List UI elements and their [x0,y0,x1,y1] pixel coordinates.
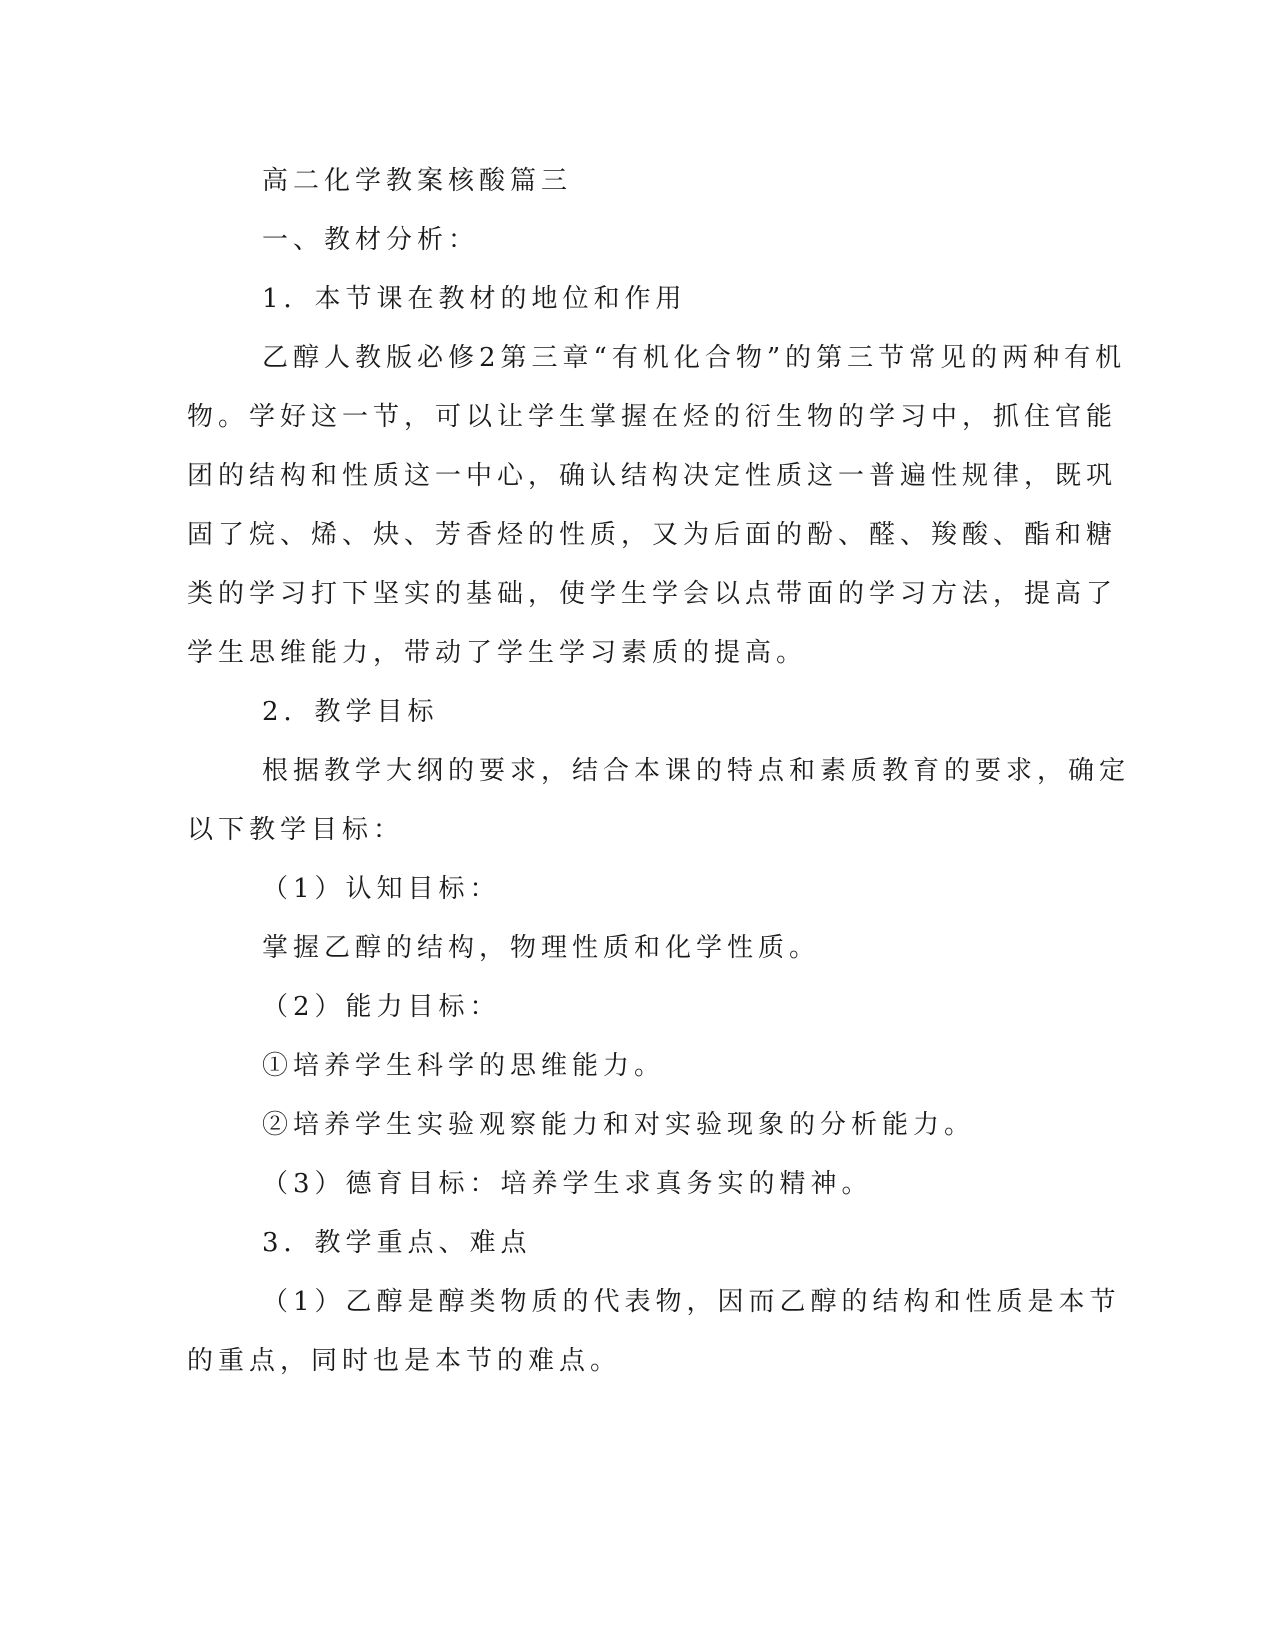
section-heading-1: 一、教材分析： [262,225,480,255]
item-heading-1: 1．本节课在教材的地位和作用 [262,284,687,314]
goal-item-2a: ①培养学生科学的思维能力。 [262,1051,666,1081]
paragraph-3-line-2: 的重点，同时也是本节的难点。 [187,1346,622,1376]
goal-heading-1: （1）认知目标： [262,874,501,904]
paragraph-1-line-6: 学生思维能力，带动了学生学习素质的提高。 [187,638,808,668]
paragraph-3-line-1: （1）乙醇是醇类物质的代表物，因而乙醇的结构和性质是本节 [262,1287,1121,1317]
goal-heading-2: （2）能力目标： [262,992,501,1022]
paragraph-2-line-2: 以下教学目标： [187,815,405,845]
item-heading-2: 2．教学目标 [262,697,439,727]
item-heading-3: 3．教学重点、难点 [262,1228,532,1258]
goal-item-2b: ②培养学生实验观察能力和对实验现象的分析能力。 [262,1110,976,1140]
goal-text-1: 掌握乙醇的结构，物理性质和化学性质。 [262,933,821,963]
document-title: 高二化学教案核酸篇三 [262,166,573,196]
paragraph-2-line-1: 根据教学大纲的要求，结合本课的特点和素质教育的要求，确定 [262,756,1131,786]
paragraph-1-line-4: 固了烷、烯、炔、芳香烃的性质，又为后面的酚、醛、羧酸、酯和糖 [187,520,1118,550]
goal-heading-3: （3）德育目标：培养学生求真务实的精神。 [262,1169,873,1199]
paragraph-1-line-5: 类的学习打下坚实的基础，使学生学会以点带面的学习方法，提高了 [187,579,1118,609]
paragraph-1-line-1: 乙醇人教版必修2第三章“有机化合物”的第三节常见的两种有机 [262,343,1127,373]
paragraph-1-line-2: 物。学好这一节，可以让学生掌握在烃的衍生物的学习中，抓住官能 [187,402,1118,432]
paragraph-1-line-3: 团的结构和性质这一中心，确认结构决定性质这一普遍性规律，既巩 [187,461,1118,491]
